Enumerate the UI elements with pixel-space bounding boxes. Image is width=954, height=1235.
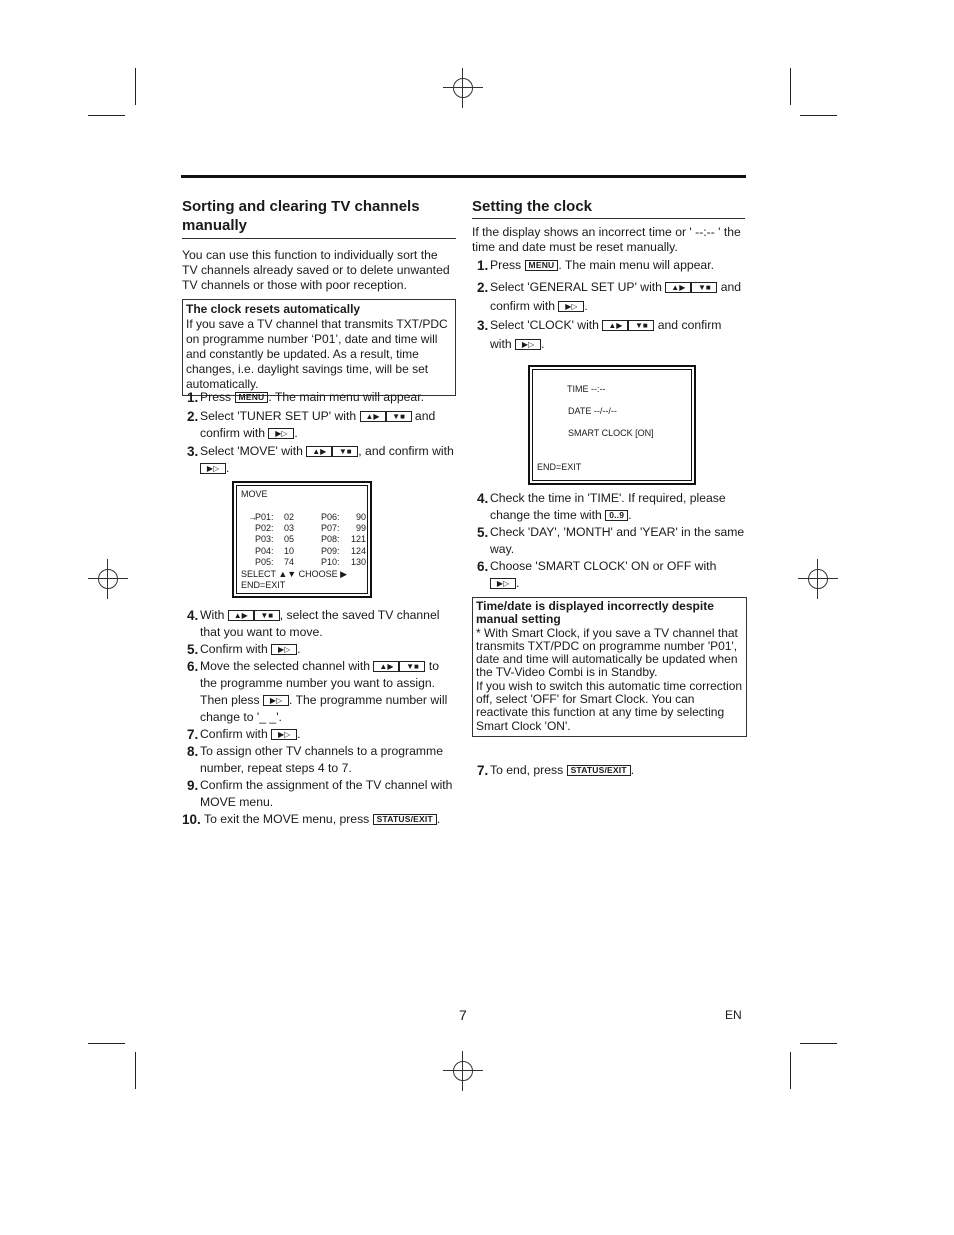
down-key-icon: ▼■ [691,282,717,293]
down-key-icon: ▼■ [254,610,280,621]
osd-pointer-arrow: → [248,512,257,522]
osd-channel-value: 99 [355,523,366,534]
clock-step-6: 6. Choose 'SMART CLOCK' ON or OFF with ▶▷ . [477,559,717,590]
up-key-icon: ▲▶ [602,320,628,331]
osd-footer-exit: END=EXIT [241,580,286,590]
crop-mark [88,115,125,116]
down-key-icon: ▼■ [399,661,425,672]
up-key-icon: ▲▶ [665,282,691,293]
osd-title: MOVE [241,489,268,499]
osd-programme-label: P03: [255,534,274,545]
osd-programme-label: P09: [321,545,340,556]
crop-mark [88,1043,125,1044]
ok-key-icon: ▶▷ [515,339,541,350]
intro-paragraph: You can use this function to individually sort the TV channels already saved or to delete unwanted TV channels or those with poor reception. [182,248,450,292]
ok-key-icon: ▶▷ [263,695,289,706]
clock-step-5: 5. Check 'DAY', 'MONTH' and 'YEAR' in the same way. [477,525,745,556]
crop-mark [135,68,136,105]
crop-mark [135,1052,136,1089]
registration-mark [88,559,128,599]
ok-key-icon: ▶▷ [271,644,297,655]
osd-channel-value: 74 [284,556,295,567]
step-8: 8. To assign other TV channels to a programme number, repeat steps 4 to 7. [187,744,443,775]
osd-programme-label: P06: [321,512,340,522]
osd-smart-clock: SMART CLOCK [ON] [568,428,654,438]
osd-channel-value: 03 [284,523,295,534]
up-key-icon: ▲▶ [360,411,386,422]
osd-programme-label: P10: [321,556,340,567]
clock-step-7: 7. To end, press STATUS/EXIT . [477,763,635,778]
step-7: 7. Confirm with ▶▷ . [187,727,301,742]
osd-programme-label: P05: [255,556,274,567]
note-body-2: If you wish to switch this automatic time correction off, select 'OFF' for Smart Clock. You can reactivate this function at any time by selecting Smart Clock 'ON'. [476,678,743,733]
osd-clock-screen [528,365,696,485]
osd-programme-label: P08: [321,534,340,545]
osd-move-screen [232,481,372,598]
clock-intro-paragraph: If the display shows an incorrect time or ' --:-- ' the time and date must be reset manually. [472,225,741,254]
up-key-icon: ▲▶ [373,661,399,672]
digit-key: 0..9 [605,510,628,521]
osd-exit: END=EXIT [537,462,582,472]
right-steps-lower [472,490,745,592]
step-2: 2. Select 'TUNER SET UP' with ▲▶ ▼■ and confirm with ▶▷ . [187,409,436,440]
section-title-sorting: Sorting and clearing TV channels manually [182,198,420,234]
ok-key-icon: ▶▷ [558,301,584,312]
step-1: 1. Press MENU . The main menu will appear. [187,390,424,405]
osd-channel-value: 02 [284,512,295,522]
ok-key-icon: ▶▷ [271,729,297,740]
status-exit-key: STATUS/EXIT [373,814,437,825]
step-5: 5. Confirm with ▶▷ . [187,642,301,657]
osd-programme-label: P04: [255,545,274,556]
crop-mark [800,1043,837,1044]
menu-key: MENU [525,260,559,271]
note-body: If you save a TV channel that transmits TXT/PDC on programme number ‘P01’, date and time will and constantly be updated. As a result, time changes, i.e. daylight savings time, will be set automatically. [186,317,448,391]
step-6: 6. Move the selected channel with ▲▶ ▼■ to the programme number you want to assign. Then pless ▶▷ . The programme number will change to '_ _'. [187,659,448,724]
status-exit-key: STATUS/EXIT [567,765,631,776]
note-time-incorrect [472,597,747,737]
osd-channel-value: 130 [350,556,366,567]
menu-key: MENU [235,392,269,403]
crop-mark [790,68,791,105]
crop-mark [800,115,837,116]
page-number: 7 [459,1007,467,1023]
osd-time: TIME --:-- [567,384,606,394]
clock-step-2: 2. Select 'GENERAL SET UP' with ▲▶ ▼■ and confirm with ▶▷ . [477,280,742,313]
osd-channel-value: 05 [284,534,295,545]
clock-step-4: 4. Check the time in 'TIME'. If required, please change the time with 0..9 . [477,491,726,522]
left-column [182,197,456,396]
osd-date: DATE --/--/-- [568,406,617,416]
osd-programme-label: P02: [255,523,274,534]
step-9: 9. Confirm the assignment of the TV channel with MOVE menu. [187,778,453,809]
note-clock-resets [182,299,456,396]
up-key-icon: ▲▶ [306,446,332,457]
registration-mark [798,559,838,599]
crop-mark [790,1052,791,1089]
note-title: Time/date is displayed incorrectly despite manual setting [476,599,714,627]
clock-step-3: 3. Select 'CLOCK' with ▲▶ ▼■ and confirm with ▶▷ . [477,318,722,351]
top-rule [181,175,746,178]
osd-footer-select: SELECT ▲▼ CHOOSE ▶ [241,569,348,579]
clock-step-1: 1. Press MENU . The main menu will appear. [477,258,714,273]
up-key-icon: ▲▶ [228,610,254,621]
ok-key-icon: ▶▷ [268,428,294,439]
down-key-icon: ▼■ [332,446,358,457]
right-column [472,197,745,354]
osd-channel-value: 10 [284,545,295,556]
step-4: 4. With ▲▶ ▼■ , select the saved TV channel that you want to move. [187,608,440,639]
down-key-icon: ▼■ [628,320,654,331]
note-title: The clock resets automatically [186,302,361,316]
ok-key-icon: ▶▷ [490,578,516,589]
left-steps-lower [182,607,456,828]
step-10: 10. To exit the MOVE menu, press STATUS/EXIT . [182,812,441,827]
ok-key-icon: ▶▷ [200,463,226,474]
osd-programme-label: P07: [321,523,340,534]
down-key-icon: ▼■ [386,411,412,422]
osd-channel-value: 121 [350,534,366,545]
section-title-clock: Setting the clock [472,198,593,215]
registration-mark [443,1051,483,1091]
osd-channel-value: 90 [355,512,366,522]
note-body-1: * With Smart Clock, if you save a TV channel that transmits TXT/PDC on programme number 'P01', date and time will automatically be updated when the TV-Video Combi is in Standby. [476,625,738,680]
left-steps [182,389,456,477]
title-rule [472,218,745,219]
registration-mark [443,68,483,108]
osd-programme-label: P01: [255,512,274,522]
title-rule [182,238,456,239]
language-code: EN [725,1008,742,1022]
osd-channel-value: 124 [350,545,366,556]
step-3: 3. Select 'MOVE' with ▲▶ ▼■ , and confirm with ▶▷ . [187,444,454,475]
